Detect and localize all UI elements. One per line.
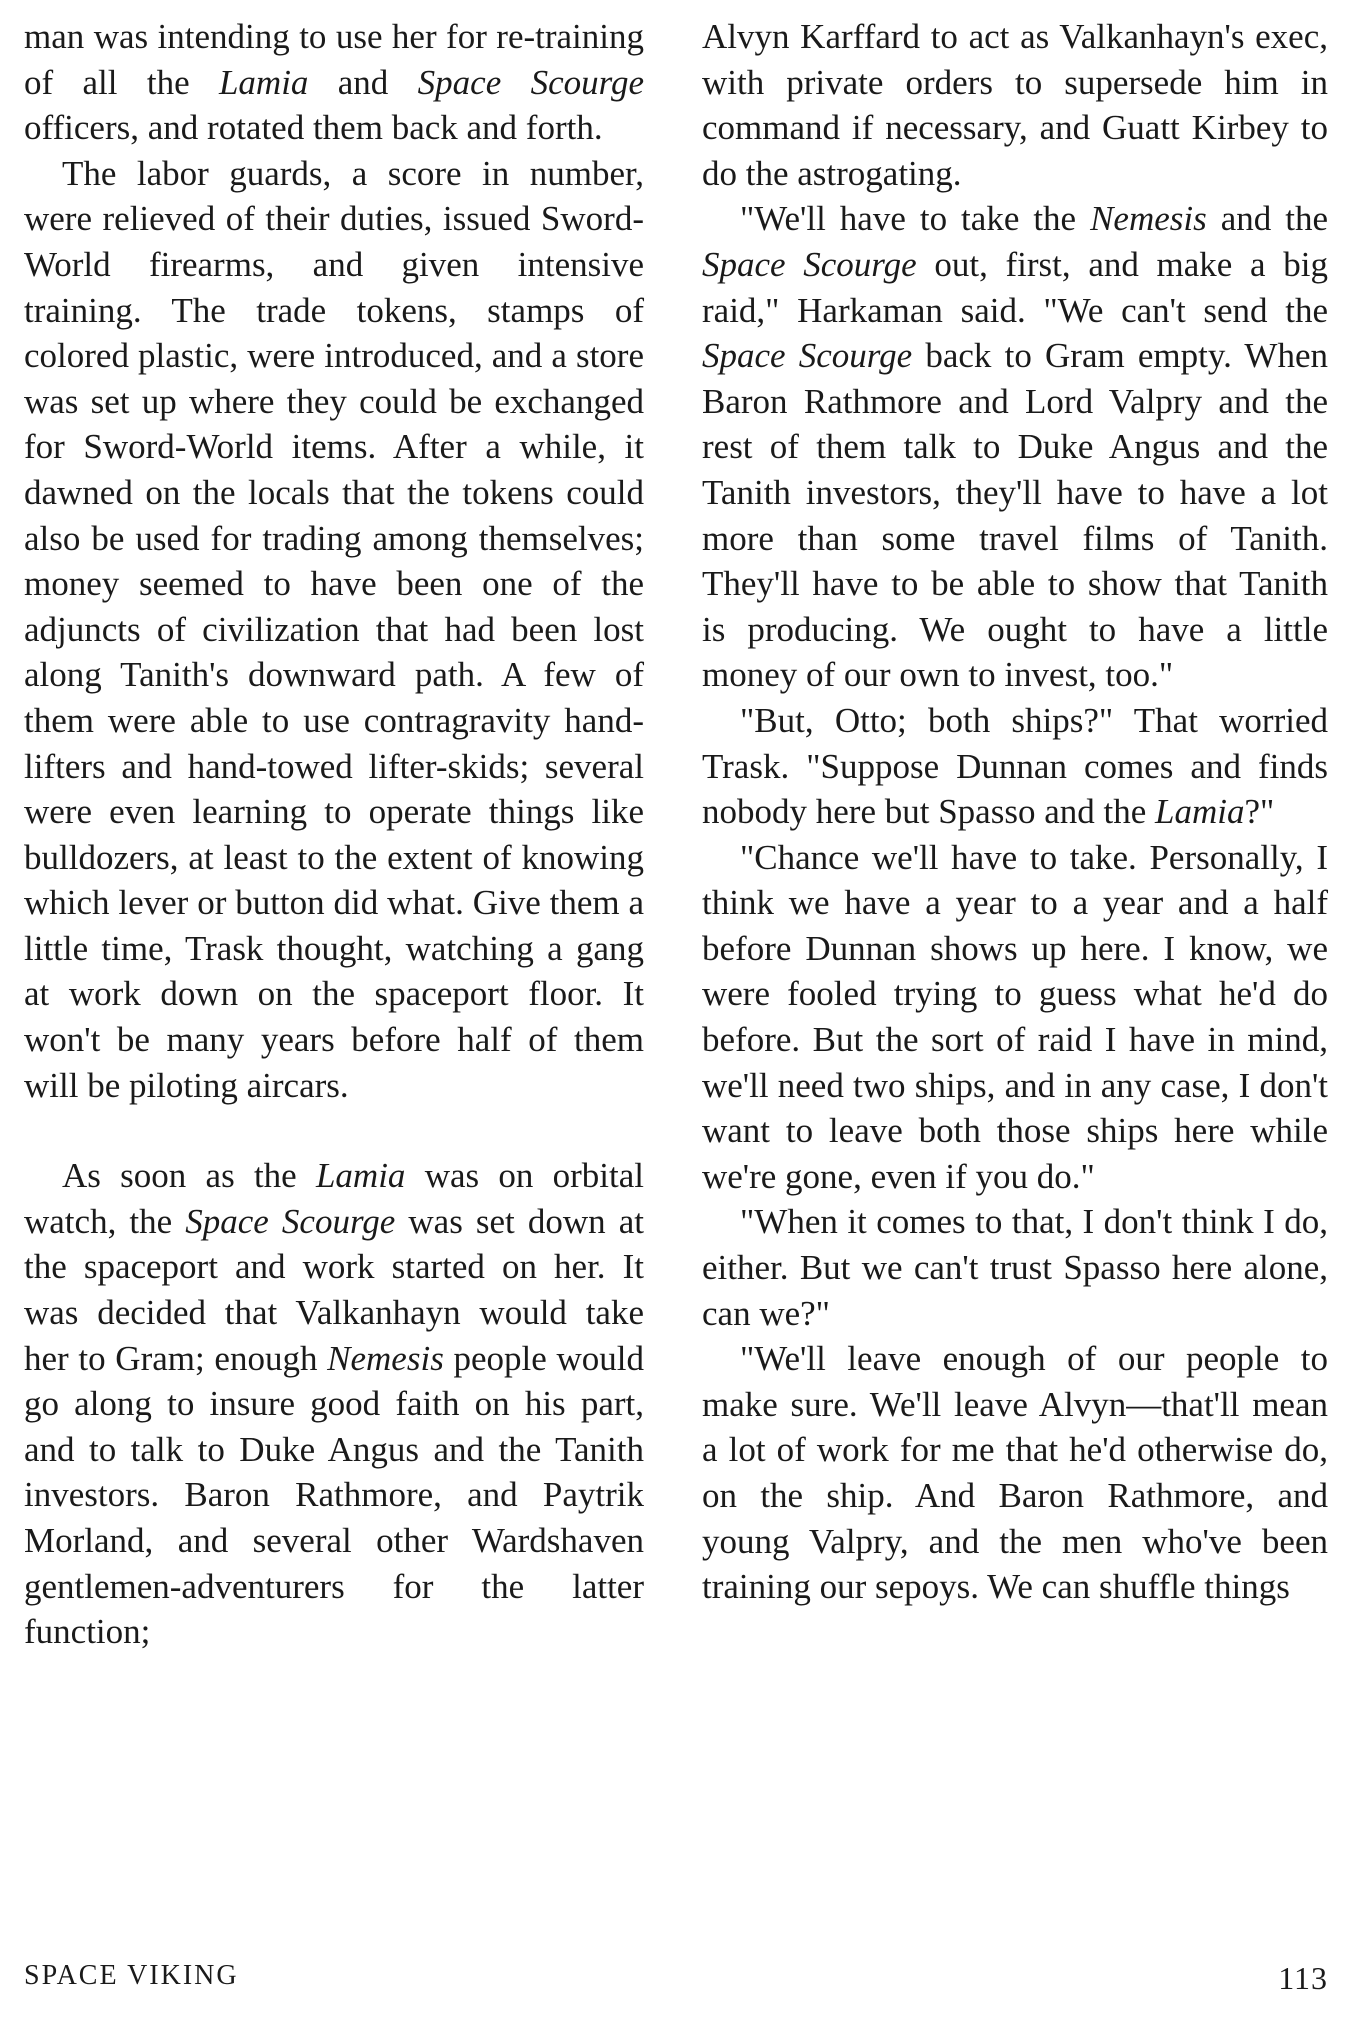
right-column bbox=[702, 14, 1328, 1610]
paragraph bbox=[702, 1199, 1328, 1336]
italic-text: Nemesis bbox=[1090, 199, 1207, 239]
text-run: back to Gram empty. When Baron Rathmore and Lord Valpry and the rest of them talk to Duke Angus and the Tanith investors, they'll have to have a lot more than some travel films of Tanith. They'll have to be able to show that Tanith is producing. We ought to have a little money of our own to invest, too." bbox=[702, 336, 1328, 695]
text-run: "We'll leave enough of our people to make sure. We'll leave Alvyn—that'll mean a lot of work for me that he'd otherwise do, on the ship. And Baron Rathmore, and young Valpry, and the men who've been training our sepoys. We can shuffle things bbox=[702, 1339, 1328, 1607]
italic-text: Space Scourge bbox=[417, 62, 644, 102]
text-run: "When it comes to that, I don't think I do, either. But we can't trust Spasso here alone, can we?" bbox=[702, 1202, 1328, 1333]
text-run: As soon as the bbox=[62, 1156, 316, 1196]
paragraph bbox=[24, 151, 644, 1108]
left-column bbox=[24, 14, 644, 1655]
text-run: was on orbital watch, the bbox=[24, 1156, 645, 1241]
page-footer bbox=[24, 1960, 1328, 2000]
paragraph bbox=[702, 14, 1328, 196]
italic-text: Space Scourge bbox=[185, 1201, 396, 1241]
text-run: "We'll have to take the bbox=[740, 199, 1091, 239]
text-run: "But, Otto; both ships?" That worried Trask. "Suppose Dunnan comes and finds nobody here but Spasso and the bbox=[702, 700, 1328, 832]
text-run: was set down at the spaceport and work started on her. It was decided that Valkanhayn would take her to Gram; enough bbox=[24, 1201, 644, 1378]
italic-text: Space Scourge bbox=[702, 336, 913, 376]
italic-text: Lamia bbox=[315, 1156, 406, 1196]
text-run: people would go along to insure good faith on his part, and to talk to Duke Angus and the Tanith investors. Baron Rathmore, and Paytrik Morland, and several other Wardshaven gentlemen-adventurers for the latter function; bbox=[24, 1338, 644, 1652]
italic-text: Lamia bbox=[1154, 792, 1245, 832]
page-number: 113 bbox=[1278, 1960, 1328, 1996]
text-run: officers, and rotated them back and forth. bbox=[24, 108, 603, 148]
text-run: and bbox=[308, 62, 418, 102]
text-run: Alvyn Karffard to act as Valkanhayn's exec, with private orders to supersede him in command if necessary, and Guatt Kirbey to do the astrogating. bbox=[702, 17, 1328, 193]
paragraph bbox=[702, 835, 1328, 1200]
text-run: man was intending to use her for re-training of all the bbox=[24, 17, 644, 102]
italic-text: Lamia bbox=[218, 62, 309, 102]
text-run: "Chance we'll have to take. Personally, I think we have a year to a year and a half before Dunnan shows up here. I know, we were fooled trying to guess what he'd do before. But the sort of raid I have in mind, we'll need two ships, and in any case, I don't want to leave both those ships here while we're gone, even if you do." bbox=[702, 837, 1328, 1196]
text-run: out, first, and make a big raid," Harkaman said. "We can't send the bbox=[702, 244, 1328, 330]
paragraph bbox=[702, 1336, 1328, 1610]
running-title: SPACE VIKING bbox=[24, 1960, 239, 1991]
italic-text: Nemesis bbox=[327, 1338, 444, 1378]
italic-text: Space Scourge bbox=[702, 244, 917, 284]
text-run: and the bbox=[1206, 199, 1328, 239]
paragraph bbox=[702, 698, 1328, 835]
text-run: The labor guards, a score in number, were relieved of their duties, issued Sword-World firearms, and given intensive training. The trade tokens, stamps of colored plastic, were introduced, and a store was set up where they could be exchanged for Sword-World items. After a while, it dawned on the locals that the tokens could also be used for trading among themselves; money seemed to have been one of the adjuncts of civilization that had been lost along Tanith's downward path. A few of them were able to use contragravity hand-lifters and hand-towed lifter-skids; several were even learning to operate things like bulldozers, at least to the extent of knowing which lever or button did what. Give them a little time, Trask thought, watching a gang at work down on the spaceport floor. It won't be many years before half of them will be piloting aircars. bbox=[24, 153, 644, 1105]
paragraph bbox=[24, 14, 644, 151]
text-run: ?" bbox=[1244, 792, 1275, 832]
paragraph bbox=[24, 1153, 644, 1655]
paragraph bbox=[702, 196, 1328, 698]
